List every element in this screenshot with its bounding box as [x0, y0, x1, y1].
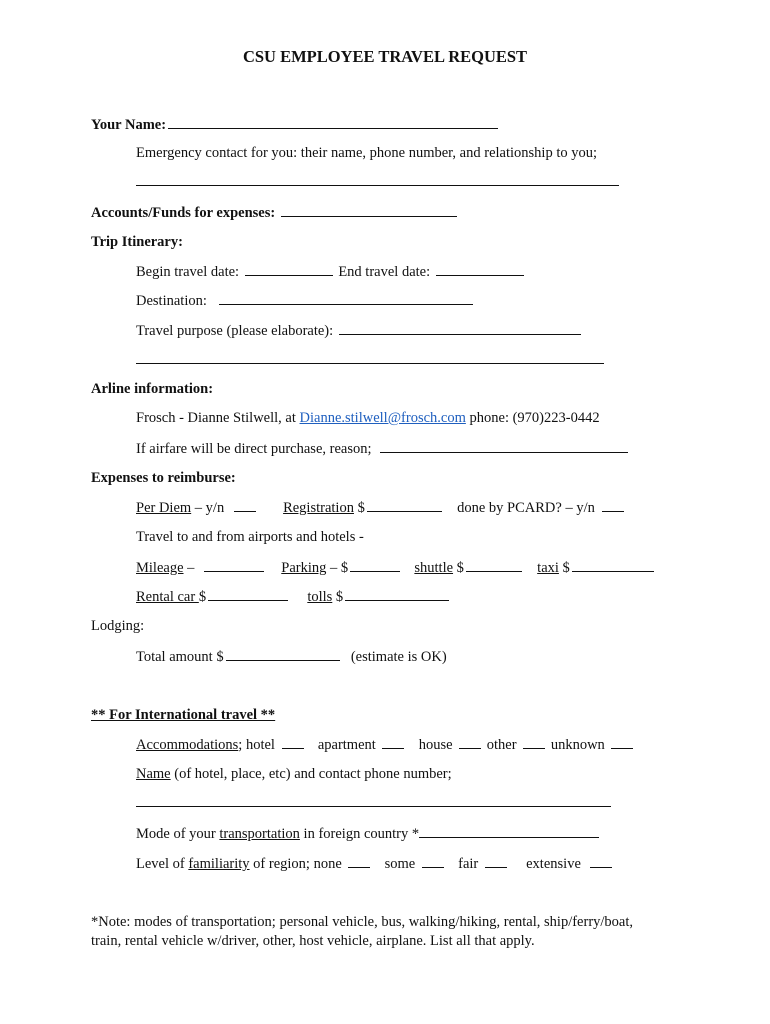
- level-prefix: Level of: [136, 856, 189, 872]
- rental-car-label: Rental car: [136, 589, 199, 605]
- parking-label: Parking: [281, 560, 327, 576]
- parking-dollar: – $: [326, 560, 349, 576]
- emergency-contact-label: Emergency contact for you: their name, phone number, and relationship to you;: [136, 145, 598, 161]
- registration-dollar: $: [353, 500, 365, 516]
- total-amount-field[interactable]: [226, 647, 340, 661]
- level-fair-label: fair: [458, 856, 479, 872]
- acc-house-label: house: [418, 737, 453, 753]
- begin-date-label: Begin travel date:: [136, 264, 240, 280]
- destination-row: [136, 291, 475, 310]
- parking-field[interactable]: [350, 558, 400, 572]
- acc-other-field[interactable]: [523, 735, 545, 749]
- purpose-field-line2[interactable]: [136, 363, 604, 364]
- taxi-field[interactable]: [572, 558, 654, 572]
- level-some-label: some: [384, 856, 416, 872]
- accommodations-row: [136, 735, 635, 754]
- shuttle-label: shuttle: [414, 560, 454, 576]
- purpose-row: [136, 321, 583, 340]
- acc-unknown-field[interactable]: [611, 735, 633, 749]
- accounts-row: [91, 203, 459, 222]
- begin-date-field[interactable]: [245, 262, 333, 276]
- name-rest: (of hotel, place, etc) and contact phone number;: [170, 766, 452, 782]
- taxi-dollar: $: [558, 560, 570, 576]
- tolls-dollar: $: [332, 589, 344, 605]
- airfare-field[interactable]: [380, 439, 628, 453]
- frosch-email-link[interactable]: Dianne.stilwell@frosch.com: [299, 410, 466, 426]
- total-amount-row: [136, 647, 447, 666]
- airline-heading: Arline information:: [91, 381, 214, 397]
- acc-house-field[interactable]: [459, 735, 481, 749]
- emergency-contact-field[interactable]: [136, 185, 619, 186]
- page-title: CSU EMPLOYEE TRAVEL REQUEST: [242, 47, 528, 66]
- level-extensive-field[interactable]: [590, 854, 612, 868]
- acc-other-label: other: [486, 737, 517, 753]
- transport-costs-row: [136, 558, 656, 577]
- frosch-row: [136, 409, 600, 427]
- tolls-field[interactable]: [345, 587, 449, 601]
- your-name-row: [91, 115, 500, 134]
- tolls-label: tolls: [307, 589, 333, 605]
- mode-prefix: Mode of your: [136, 826, 220, 842]
- per-diem-yn: – y/n: [191, 500, 225, 516]
- per-diem-row: [136, 498, 626, 517]
- travel-airports-label: Travel to and from airports and hotels -: [136, 529, 364, 545]
- rental-dollar: $: [198, 589, 207, 605]
- acc-hotel-label: ; hotel: [238, 737, 275, 753]
- transport-mode-field[interactable]: [419, 824, 599, 838]
- note-line-1: *Note: modes of transportation; personal vehicle, bus, walking/hiking, rental, ship/ferry/boat,: [91, 914, 634, 930]
- travel-dates-row: [136, 262, 526, 281]
- expenses-heading: Expenses to reimburse:: [91, 470, 236, 486]
- acc-unknown-label: unknown: [550, 737, 605, 753]
- lodging-label: Lodging:: [91, 618, 145, 634]
- frosch-phone: phone: (970)223-0442: [465, 410, 600, 426]
- per-diem-label: Per Diem: [136, 500, 192, 516]
- pcard-field[interactable]: [602, 498, 624, 512]
- mode-suffix: in foreign country *: [299, 826, 420, 842]
- airfare-label: If airfare will be direct purchase, reason;: [136, 441, 372, 457]
- acc-apartment-field[interactable]: [382, 735, 404, 749]
- accommodation-name-row: [136, 765, 452, 783]
- note-line-2: train, rental vehicle w/driver, other, host vehicle, airplane. List all that apply.: [91, 933, 535, 949]
- level-none-field[interactable]: [348, 854, 370, 868]
- taxi-label: taxi: [537, 560, 559, 576]
- purpose-field[interactable]: [339, 321, 581, 335]
- total-amount-label: Total amount $: [136, 649, 224, 665]
- mode-transportation: transportation: [219, 826, 300, 842]
- level-extensive-label: extensive: [526, 856, 581, 872]
- registration-field[interactable]: [367, 498, 442, 512]
- destination-field[interactable]: [219, 291, 473, 305]
- pcard-label: done by PCARD? – y/n: [457, 500, 595, 516]
- level-some-field[interactable]: [422, 854, 444, 868]
- international-heading: ** For International travel **: [91, 707, 276, 723]
- your-name-field[interactable]: [168, 115, 498, 129]
- mileage-label: Mileage: [136, 560, 184, 576]
- level-fair-field[interactable]: [485, 854, 507, 868]
- accommodation-name-field[interactable]: [136, 806, 611, 807]
- accommodations-label: Accommodations: [136, 737, 239, 753]
- end-date-label: End travel date:: [338, 264, 431, 280]
- rental-car-field[interactable]: [208, 587, 288, 601]
- airfare-row: [136, 439, 630, 458]
- mileage-field[interactable]: [204, 558, 264, 572]
- rental-tolls-row: [136, 587, 451, 606]
- level-none-label: of region; none: [249, 856, 342, 872]
- registration-label: Registration: [283, 500, 354, 516]
- name-label: Name: [136, 766, 171, 782]
- shuttle-dollar: $: [453, 560, 464, 576]
- transport-mode-row: [136, 824, 601, 843]
- accounts-field[interactable]: [281, 203, 457, 217]
- frosch-contact: Frosch - Dianne Stilwell, at: [136, 410, 300, 426]
- acc-hotel-field[interactable]: [282, 735, 304, 749]
- estimate-note: (estimate is OK): [350, 649, 447, 665]
- trip-itinerary-heading: Trip Itinerary:: [91, 234, 183, 250]
- acc-apartment-label: apartment: [317, 737, 376, 753]
- shuttle-field[interactable]: [466, 558, 522, 572]
- mileage-dash: –: [183, 560, 195, 576]
- level-familiarity: familiarity: [188, 856, 250, 872]
- per-diem-field[interactable]: [234, 498, 256, 512]
- your-name-label: Your Name:: [91, 117, 167, 133]
- purpose-label: Travel purpose (please elaborate):: [136, 323, 334, 339]
- destination-label: Destination:: [136, 293, 207, 309]
- accounts-label: Accounts/Funds for expenses:: [91, 205, 276, 221]
- familiarity-row: [136, 854, 614, 873]
- end-date-field[interactable]: [436, 262, 524, 276]
